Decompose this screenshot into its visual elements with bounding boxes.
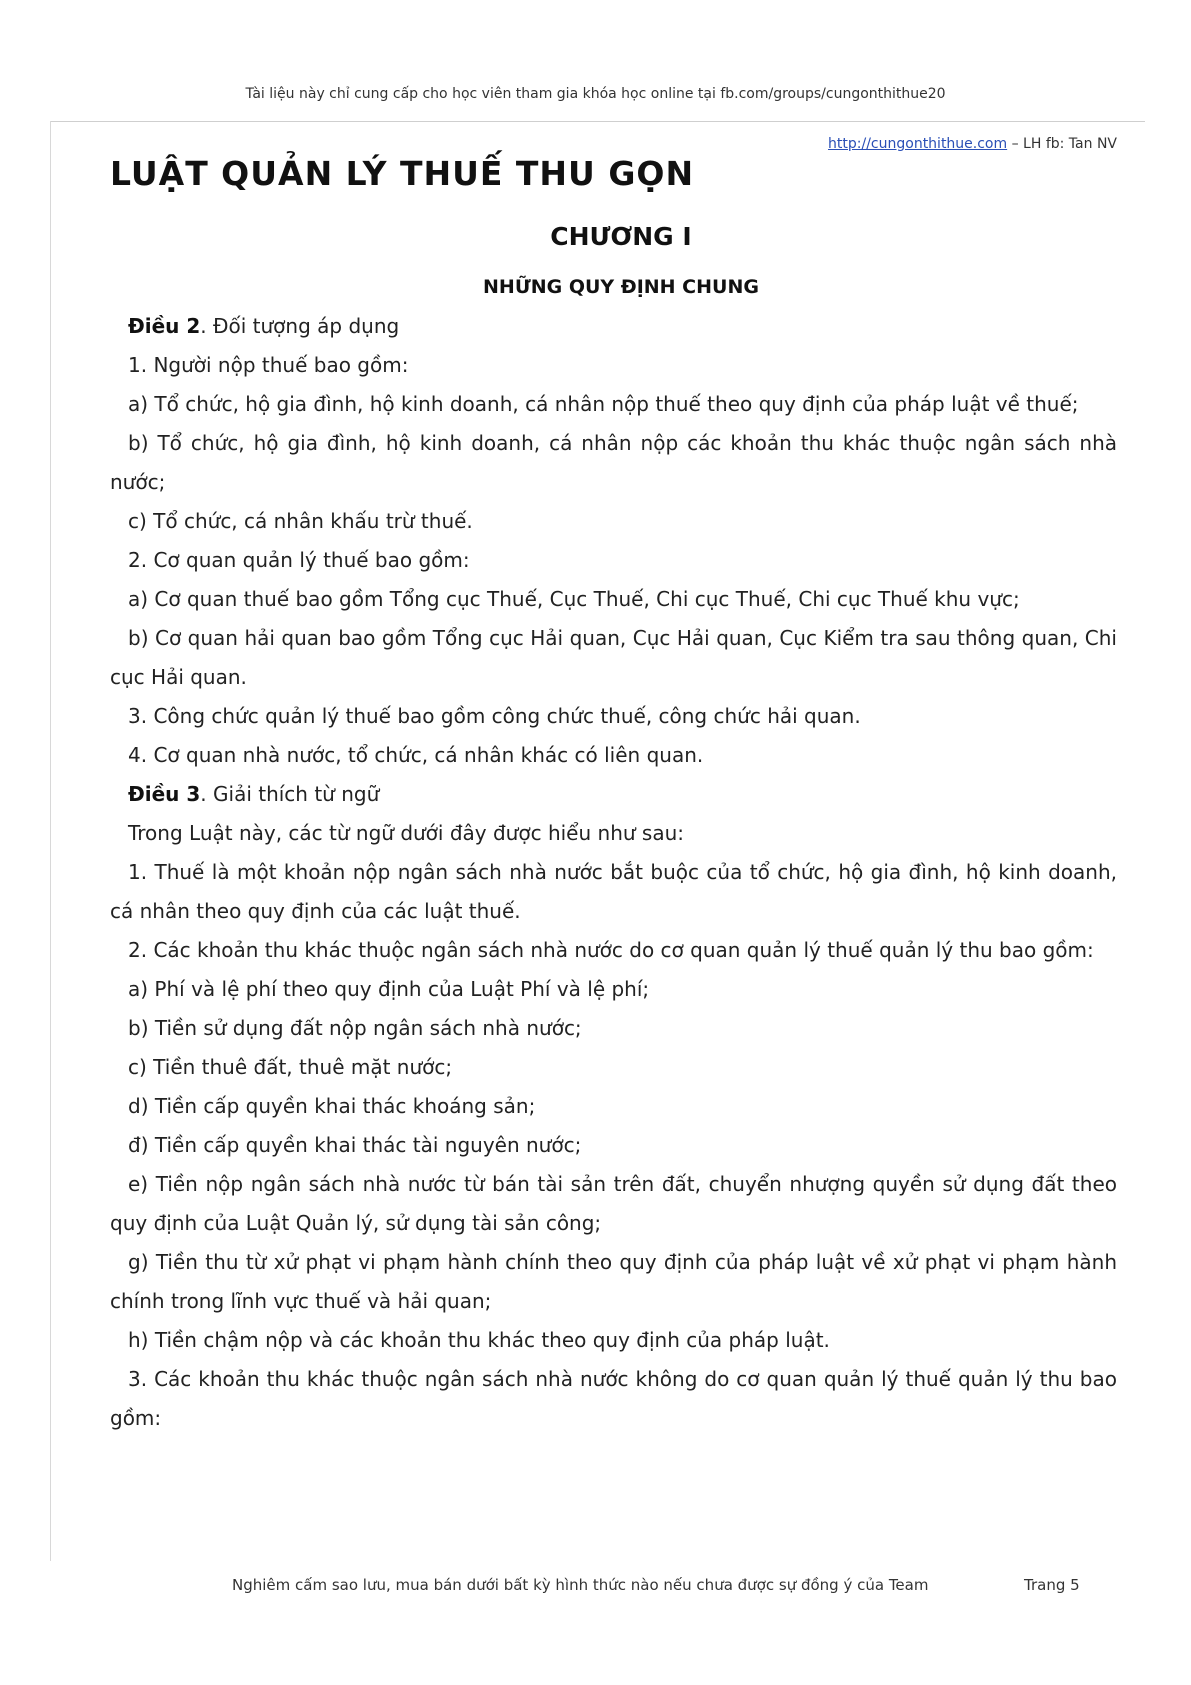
left-margin-line [50,121,51,1561]
paragraph-text: 2. Các khoản thu khác thuộc ngân sách nhà nước do cơ quan quản lý thuế quản lý thu bao gồm: [128,938,1094,962]
paragraph [110,1165,1117,1243]
paragraph-text: h) Tiền chậm nộp và các khoản thu khác theo quy định của pháp luật. [128,1328,830,1352]
paragraph [110,580,1117,619]
paragraph-text: d) Tiền cấp quyền khai thác khoáng sản; [128,1094,536,1118]
article-number: Điều 2 [128,314,201,338]
paragraph [110,853,1117,931]
paragraph [110,1321,1117,1360]
paragraph-text: 4. Cơ quan nhà nước, tổ chức, cá nhân khác có liên quan. [128,743,704,767]
paragraph [110,1243,1117,1321]
site-link[interactable]: http://cungonthithue.com [828,136,1008,152]
paragraph-text: b) Tiền sử dụng đất nộp ngân sách nhà nước; [128,1016,582,1040]
paragraph [110,814,1117,853]
paragraph [110,619,1117,697]
paragraph-text: 1. Thuế là một khoản nộp ngân sách nhà nước bắt buộc của tổ chức, hộ gia đình, hộ kinh doanh, cá nhân theo quy định của các luật thuế. [110,860,1117,923]
paragraph-text: . Giải thích từ ngữ [200,782,380,806]
article-heading [110,307,1117,346]
paragraph [110,1087,1117,1126]
paragraph-text: g) Tiền thu từ xử phạt vi phạm hành chính theo quy định của pháp luật về xử phạt vi phạm hành chính trong lĩnh vực thuế và hải quan; [110,1250,1117,1313]
document-body [110,307,1117,1438]
header-note: Tài liệu này chỉ cung cấp cho học viên tham gia khóa học online tại fb.com/groups/cungonthithue20 [245,86,946,102]
paragraph [110,970,1117,1009]
paragraph-text: a) Tổ chức, hộ gia đình, hộ kinh doanh, cá nhân nộp thuế theo quy định của pháp luật về thuế; [128,392,1079,416]
paragraph-text: 3. Công chức quản lý thuế bao gồm công chức thuế, công chức hải quan. [128,704,861,728]
article-heading [110,775,1117,814]
paragraph-text: c) Tiền thuê đất, thuê mặt nước; [128,1055,453,1079]
paragraph [110,931,1117,970]
paragraph [110,1048,1117,1087]
paragraph-text: 1. Người nộp thuế bao gồm: [128,353,409,377]
document-title: LUẬT QUẢN LÝ THUẾ THU GỌN [110,154,695,193]
paragraph-text: b) Cơ quan hải quan bao gồm Tổng cục Hải quan, Cục Hải quan, Cục Kiểm tra sau thông quan, Chi cục Hải quan. [110,626,1117,689]
chapter-heading: CHƯƠNG I [550,222,692,251]
chapter-name: NHỮNG QUY ĐỊNH CHUNG [483,276,759,298]
paragraph [110,1009,1117,1048]
paragraph [110,346,1117,385]
paragraph-text: 2. Cơ quan quản lý thuế bao gồm: [128,548,470,572]
header-divider [50,121,1145,122]
paragraph [110,502,1117,541]
paragraph-text: c) Tổ chức, cá nhân khấu trừ thuế. [128,509,473,533]
site-line [828,136,1117,152]
paragraph [110,541,1117,580]
paragraph [110,1360,1117,1438]
paragraph [110,385,1117,424]
paragraph-text: Trong Luật này, các từ ngữ dưới đây được hiểu như sau: [128,821,684,845]
paragraph-text: a) Cơ quan thuế bao gồm Tổng cục Thuế, Cục Thuế, Chi cục Thuế, Chi cục Thuế khu vực; [128,587,1020,611]
site-contact: – LH fb: Tan NV [1011,136,1117,152]
paragraph-text: b) Tổ chức, hộ gia đình, hộ kinh doanh, cá nhân nộp các khoản thu khác thuộc ngân sách nhà nước; [110,431,1117,494]
paragraph-text: e) Tiền nộp ngân sách nhà nước từ bán tài sản trên đất, chuyển nhượng quyền sử dụng đất theo quy định của Luật Quản lý, sử dụng tài sản công; [110,1172,1117,1235]
paragraph [110,424,1117,502]
paragraph [110,1126,1117,1165]
paragraph-text: . Đối tượng áp dụng [200,314,400,338]
footer-note: Nghiêm cấm sao lưu, mua bán dưới bất kỳ hình thức nào nếu chưa được sự đồng ý của Team [232,1576,929,1594]
page-number: Trang 5 [1024,1576,1080,1594]
paragraph [110,697,1117,736]
paragraph-text: đ) Tiền cấp quyền khai thác tài nguyên nước; [128,1133,582,1157]
paragraph-text: a) Phí và lệ phí theo quy định của Luật Phí và lệ phí; [128,977,650,1001]
paragraph-text: 3. Các khoản thu khác thuộc ngân sách nhà nước không do cơ quan quản lý thuế quản lý thu bao gồm: [110,1367,1117,1430]
paragraph [110,736,1117,775]
article-number: Điều 3 [128,782,201,806]
